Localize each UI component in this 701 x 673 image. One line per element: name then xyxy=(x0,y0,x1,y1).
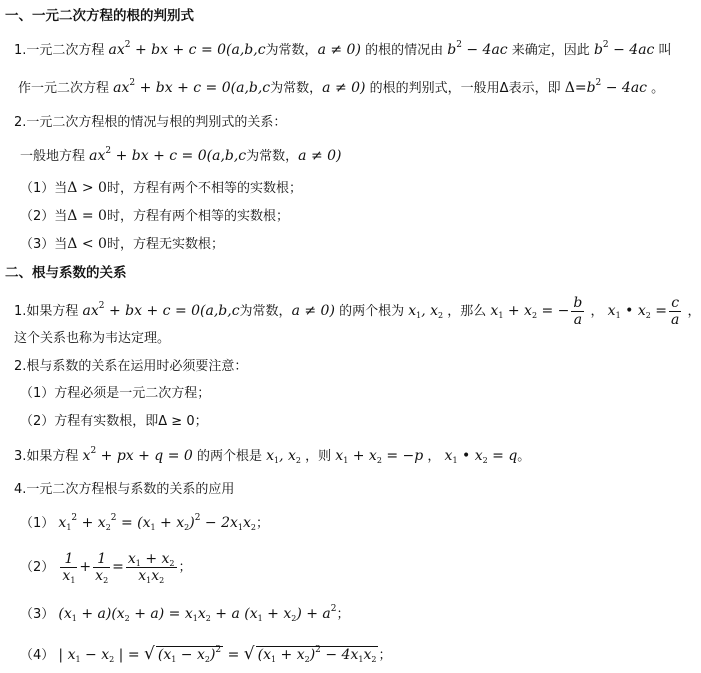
condition-a-nonzero: a ≠ 0) xyxy=(317,42,361,58)
formula-abs-difference: | $x_1 - x_2$ | = √ $(x_1 - x_2)^2$ = √ $(x_1 + x_2)^2 - 4x_1x_2$ xyxy=(58,644,377,664)
item1-line2 xyxy=(18,78,665,99)
text: 的根的判别式，一般用Δ表示，即 xyxy=(369,81,561,96)
equals-sign: = xyxy=(112,559,124,575)
text: 的两个根是 xyxy=(196,449,262,464)
fraction-b-over-a: $\frac{b}{a}$ xyxy=(573,295,583,328)
text: 作一元二次方程 xyxy=(18,81,110,96)
text: 。 xyxy=(517,449,531,464)
text: 。 xyxy=(651,81,665,96)
sum-of-roots: $x_1 + x_2 = -p$ xyxy=(335,448,424,465)
plus-sign: + xyxy=(79,559,92,575)
text: ，那么 xyxy=(447,304,487,319)
discriminant-expression: $b^2 - 4ac$ xyxy=(593,40,655,58)
roots: $x_1$, $x_2$ xyxy=(408,303,444,320)
application-label: （4） xyxy=(20,648,55,663)
vieta-theorem-note: 这个关系也称为韦达定理。 xyxy=(14,331,171,346)
formula-product-shift: $(x_1 + a)(x_2 + a) = x_1x_2 + a$ $(x_1 + x_2) + a^2$ xyxy=(58,604,337,623)
text: 为常数， xyxy=(246,149,299,164)
quadratic-equation: $ax^2$ + bx + c = 0(a,b,c xyxy=(108,40,266,58)
case-condition: Δ = 0 xyxy=(67,208,107,224)
application-3 xyxy=(20,604,619,625)
case-1 xyxy=(20,178,619,199)
application-label: （1） xyxy=(20,516,55,531)
vieta-item3 xyxy=(14,446,619,467)
note-label: （1） xyxy=(20,386,55,401)
note-label: （2） xyxy=(20,414,55,429)
text: 来确定，因此 xyxy=(511,43,590,58)
text: ，则 xyxy=(305,449,332,464)
case-label: （3）当 xyxy=(20,237,68,252)
note-text: 方程必须是一元二次方程； xyxy=(54,386,211,401)
monic-equation: $x^2$ + px + q = 0 xyxy=(82,446,193,464)
text: ， xyxy=(590,304,604,319)
case-condition: Δ < 0 xyxy=(67,236,107,252)
case-text: 时，方程无实数根； xyxy=(106,237,224,252)
note-2 xyxy=(20,412,619,432)
case-text: 时，方程有两个相等的实数根； xyxy=(106,209,289,224)
application-1 xyxy=(20,513,619,534)
quadratic-equation: $ax^2$ + bx + c = 0(a,b,c xyxy=(113,78,271,96)
fraction-1-over-x2: $\frac{1}{x_2}$ xyxy=(95,551,109,585)
product-of-roots: $x_1$ • $x_2 = q$ xyxy=(444,448,518,465)
condition-a-nonzero: a ≠ 0) xyxy=(291,303,335,319)
application-label: （3） xyxy=(20,607,55,622)
quadratic-equation: $ax^2$ + bx + c = 0(a,b,c xyxy=(82,301,240,319)
general-equation xyxy=(20,146,619,167)
condition-a-nonzero: a ≠ 0) xyxy=(298,148,342,164)
text: 的两个根为 xyxy=(339,304,405,319)
section-heading-vieta: 二、根与系数的关系 xyxy=(5,265,127,281)
fraction-sum-over-product: $\frac{x_1 + x_2}{x_1x_2}$ xyxy=(127,551,175,585)
text: ， xyxy=(427,449,441,464)
vieta-item4-title: 4.一元二次方程根与系数的关系的应用 xyxy=(14,482,235,497)
item1-line1 xyxy=(14,40,672,61)
quadratic-equation: $ax^2$ + bx + c = 0(a,b,c xyxy=(89,146,247,164)
roots: $x_1$, $x_2$ xyxy=(266,448,301,465)
text: ； xyxy=(255,516,269,531)
text: 3.如果方程 xyxy=(14,449,79,464)
case-2 xyxy=(20,206,619,227)
application-4 xyxy=(20,642,619,668)
case-3 xyxy=(20,234,619,255)
discriminant-expression: $b^2 - 4ac$ xyxy=(447,40,508,58)
text: 为常数， xyxy=(239,304,292,319)
vieta-item1 xyxy=(14,294,701,329)
text: 1.一元二次方程 xyxy=(14,43,105,58)
case-condition: Δ > 0 xyxy=(67,180,107,196)
text: 一般地方程 xyxy=(20,149,86,164)
case-text: 时，方程有两个不相等的实数根； xyxy=(106,181,302,196)
text: ； xyxy=(178,560,192,575)
fraction-c-over-a: $\frac{c}{a}$ xyxy=(671,295,680,328)
note-1 xyxy=(20,384,619,404)
delta-definition: $\Delta=b^2 - 4ac$ xyxy=(564,78,648,96)
text: 为常数， xyxy=(270,81,323,96)
product-of-roots: $x_1$ • $x_2$ = xyxy=(607,303,668,320)
application-2 xyxy=(20,548,619,587)
text: ， xyxy=(687,304,701,319)
text: 的根的情况由 xyxy=(365,43,444,58)
item2-title: 2.一元二次方程根的情况与根的判别式的关系： xyxy=(14,115,287,130)
application-label: （2） xyxy=(20,560,55,575)
text: ； xyxy=(336,607,350,622)
note-text: 方程有实数根，即Δ ≥ 0； xyxy=(54,414,208,429)
case-label: （1）当 xyxy=(20,181,68,196)
text: 为常数， xyxy=(265,43,318,58)
text: 1.如果方程 xyxy=(14,304,79,319)
vieta-item2-title: 2.根与系数的关系在运用时必须要注意： xyxy=(14,359,248,374)
text: ； xyxy=(378,648,392,663)
formula-sum-of-squares: $x_1^2 + x_2^2 = (x_1 + x_2)^2 - 2x_1x_2$ xyxy=(58,513,256,532)
sum-of-roots: $x_1 + x_2$ = − xyxy=(490,303,570,320)
condition-a-nonzero: a ≠ 0) xyxy=(322,80,366,96)
text: 叫 xyxy=(658,43,672,58)
section-heading-discriminant: 一、一元二次方程的根的判别式 xyxy=(5,8,194,24)
case-label: （2）当 xyxy=(20,209,68,224)
fraction-1-over-x1: $\frac{1}{x_1}$ xyxy=(62,551,76,585)
